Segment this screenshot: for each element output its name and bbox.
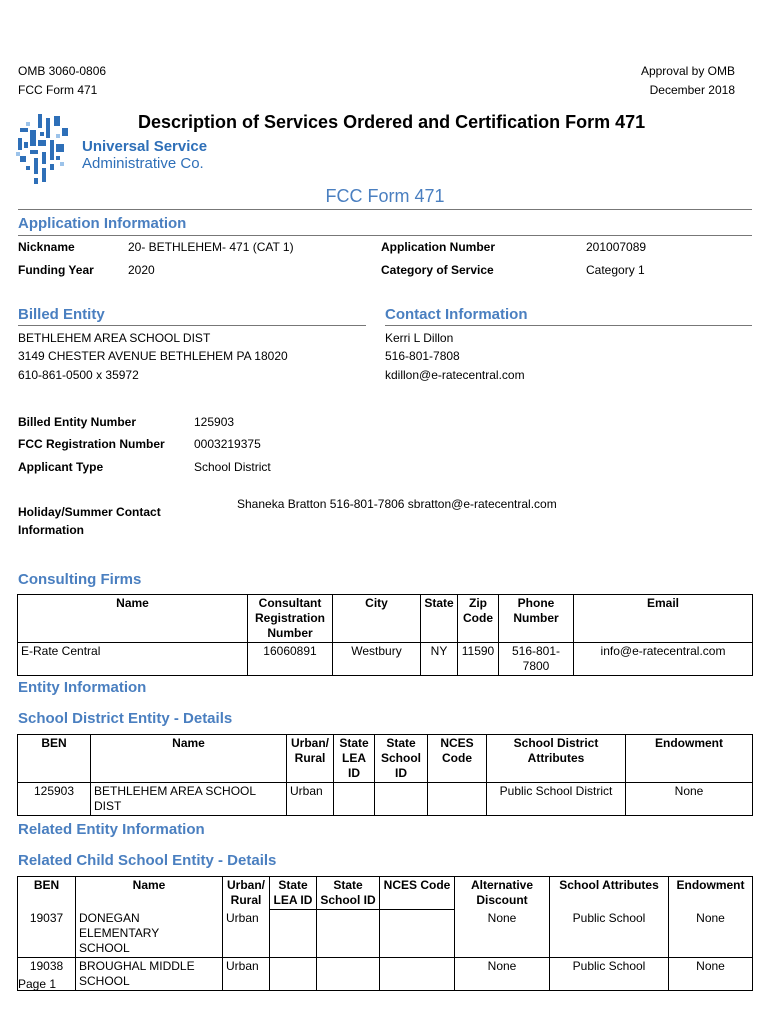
table-row (18, 910, 753, 958)
cell: BETHLEHEM AREA SCHOOL DIST (91, 783, 287, 816)
nickname-label: Nickname (18, 240, 75, 254)
holiday-contact-value: Shaneka Bratton 516-801-7806 sbratton@e-ratecentral.com (237, 497, 557, 511)
usac-logo-icon (16, 114, 76, 186)
col-line: Consultant (258, 596, 322, 610)
logo-line-2: Administrative Co. (82, 155, 204, 172)
child-heading: Related Child School Entity - Details (18, 852, 277, 869)
col-name: Name (76, 877, 223, 910)
col-consultant-reg (248, 595, 333, 643)
fcc-reg-value: 0003219375 (194, 437, 261, 451)
applicant-type-label: Applicant Type (18, 460, 104, 474)
app-number-value: 201007089 (586, 240, 647, 254)
cell: info@e-ratecentral.com (574, 643, 753, 676)
col-ben: BEN (18, 735, 91, 783)
col-line: ID (395, 766, 407, 780)
col-line: LEA ID (342, 751, 366, 780)
form-label: FCC Form 471 (18, 83, 98, 97)
col-line: Phone (517, 596, 555, 610)
billed-entity-heading: Billed Entity (18, 306, 105, 323)
cell (317, 910, 380, 958)
col-line: Code (463, 611, 493, 625)
table-row (18, 643, 753, 676)
col-line: School (380, 751, 421, 765)
col-line: Urban/ (226, 878, 265, 892)
col-lea (270, 877, 317, 910)
page-title: Description of Services Ordered and Certification Form 471 (138, 112, 646, 132)
col-ben: BEN (18, 877, 76, 910)
cell: 19037 (18, 910, 76, 958)
cell: Urban (223, 910, 270, 958)
cell-line: DONEGAN ELEMENTARY (79, 910, 160, 940)
application-heading: Application Information (18, 215, 187, 232)
cell: 16060891 (248, 643, 333, 676)
col-zip (458, 595, 499, 643)
page-number: Page 1 (18, 977, 57, 991)
col-line: Alternative (470, 878, 534, 892)
col-school-id (317, 877, 380, 910)
col-city: City (333, 595, 421, 643)
cell-line: SCHOOL (79, 940, 130, 955)
col-line: Attributes (527, 751, 585, 765)
col-line: State (386, 736, 416, 750)
form-name: FCC Form 471 (325, 186, 445, 206)
cell: Public School District (487, 783, 626, 816)
applicant-type-value: School District (194, 460, 271, 474)
billed-entity-phone: 610-861-0500 x 35972 (18, 368, 139, 382)
contact-email: kdillon@e-ratecentral.com (385, 368, 525, 382)
fcc-reg-label: FCC Registration Number (18, 437, 165, 451)
col-state: State (421, 595, 458, 643)
col-line: Urban/ (290, 736, 329, 750)
holiday-label-2: Information (18, 523, 84, 537)
related-heading: Related Entity Information (18, 821, 205, 838)
col-line: Rural (230, 893, 262, 907)
cell (270, 957, 317, 990)
billed-entity-name: BETHLEHEM AREA SCHOOL DIST (18, 331, 211, 345)
cell (334, 783, 375, 816)
cell (317, 957, 380, 990)
cell: NY (421, 643, 458, 676)
cell (270, 910, 317, 958)
cell (380, 957, 455, 990)
col-line: Registration (254, 611, 325, 625)
divider (18, 235, 752, 236)
cell (375, 783, 428, 816)
ben-value: 125903 (194, 415, 235, 429)
divider (18, 325, 366, 326)
cell: 19038 (18, 957, 76, 990)
approval-label: Approval by OMB (640, 64, 735, 78)
cell: 125903 (18, 783, 91, 816)
col-attributes (487, 735, 626, 783)
contact-heading: Contact Information (385, 306, 528, 323)
table-header-row (18, 595, 753, 643)
holiday-label-1: Holiday/Summer Contact (18, 505, 161, 519)
nickname-value: 20- BETHLEHEM- 471 (CAT 1) (128, 240, 294, 254)
col-endowment: Endowment (669, 877, 753, 910)
col-line: School ID (320, 893, 376, 907)
col-nces (428, 735, 487, 783)
ben-label: Billed Entity Number (18, 415, 137, 429)
cell: 11590 (458, 643, 499, 676)
consulting-table (17, 594, 753, 676)
usac-logo (16, 114, 76, 189)
cell: None (455, 910, 550, 958)
divider (385, 325, 752, 326)
cell: None (626, 783, 753, 816)
app-number-label: Application Number (381, 240, 496, 254)
col-line: Number (513, 611, 559, 625)
cell: Westbury (333, 643, 421, 676)
omb-number: OMB 3060-0806 (18, 64, 107, 78)
col-lea (334, 735, 375, 783)
col-line: Rural (294, 751, 326, 765)
col-endowment: Endowment (626, 735, 753, 783)
cell: 516-801-7800 (499, 643, 574, 676)
district-table (17, 734, 753, 816)
col-line: Code (442, 751, 472, 765)
cell: Urban (287, 783, 334, 816)
col-phone (499, 595, 574, 643)
billed-entity-address: 3149 CHESTER AVENUE BETHLEHEM PA 18020 (18, 349, 288, 363)
table-header-row (18, 735, 753, 783)
col-urban (287, 735, 334, 783)
funding-year-value: 2020 (128, 263, 155, 277)
table-header-row (18, 877, 753, 910)
col-line: State (278, 878, 308, 892)
table-row (18, 783, 753, 816)
col-urban (223, 877, 270, 910)
divider (18, 209, 752, 210)
category-label: Category of Service (381, 263, 494, 277)
col-alt-discount (455, 877, 550, 910)
cell: Public School (550, 957, 669, 990)
child-table (17, 876, 753, 991)
col-email: Email (574, 595, 753, 643)
cell-line: BROUGHAL MIDDLE (79, 958, 195, 973)
col-line: LEA ID (273, 893, 313, 907)
funding-year-label: Funding Year (18, 263, 94, 277)
col-school-id (375, 735, 428, 783)
approval-date: December 2018 (649, 83, 735, 97)
cell-line: SCHOOL (79, 973, 130, 988)
col-line: NCES (440, 736, 474, 750)
col-attributes: School Attributes (550, 877, 669, 910)
cell (380, 910, 455, 958)
logo-line-1: Universal Service (82, 138, 208, 155)
col-name: Name (18, 595, 248, 643)
col-line: Number (267, 626, 313, 640)
cell (76, 957, 223, 990)
entity-info-heading: Entity Information (18, 679, 147, 696)
table-row (18, 957, 753, 990)
cell: None (669, 910, 753, 958)
category-value: Category 1 (586, 263, 645, 277)
consulting-heading: Consulting Firms (18, 571, 142, 588)
cell (76, 910, 223, 958)
col-line: State (339, 736, 369, 750)
district-heading: School District Entity - Details (18, 710, 233, 727)
cell: None (669, 957, 753, 990)
cell: Public School (550, 910, 669, 958)
cell: E-Rate Central (18, 643, 248, 676)
cell: None (455, 957, 550, 990)
contact-name: Kerri L Dillon (385, 331, 454, 345)
contact-phone: 516-801-7808 (385, 349, 460, 363)
cell (428, 783, 487, 816)
cell: Urban (223, 957, 270, 990)
col-line: Discount (476, 893, 528, 907)
col-line: School District (513, 736, 599, 750)
col-name: Name (91, 735, 287, 783)
col-line: Zip (469, 596, 487, 610)
col-nces: NCES Code (380, 877, 455, 910)
col-line: State (333, 878, 363, 892)
